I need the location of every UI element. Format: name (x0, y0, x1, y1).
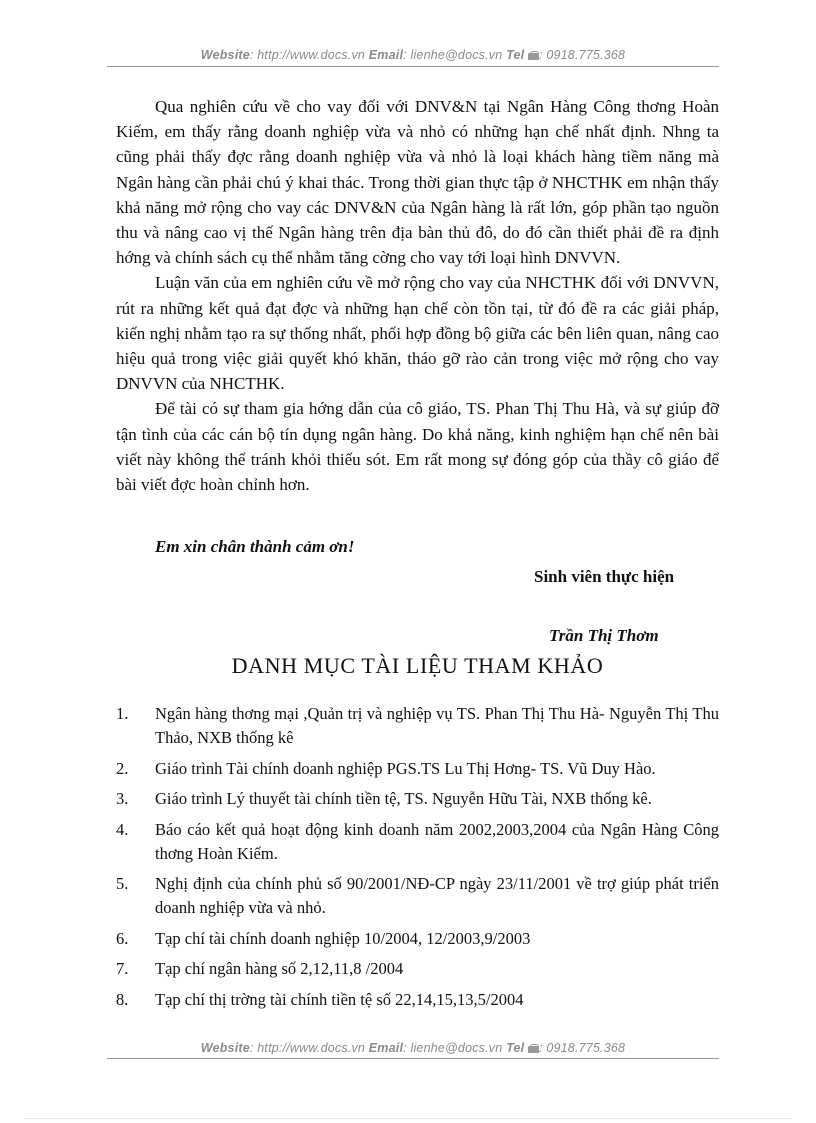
reference-text: Tạp chí thị trờng tài chính tiền tệ số 22,14,15,13,5/2004 (155, 989, 524, 1009)
email-label: Email (368, 1041, 404, 1055)
reference-number: 7. (116, 959, 129, 978)
page-bottom-dotted-line (25, 1118, 791, 1119)
paragraph-2: Luận văn của em nghiên cứu về mở rộng cho vay của NHCTHK đối với DNVVN, rút ra những kết quả đạt đợc và những hạn chế còn tồn tại, từ đó đề ra các giải pháp, kiến nghị nhằm tạo ra sự thống nhất, phối hợp đồng bộ giữa các bên liên quan, nâng cao hiệu quả trong việc giải quyết khó khăn, tháo gỡ rào cản trong việc mở rộng cho vay DNVVN của NHCTHK. (116, 273, 719, 394)
reference-item (116, 957, 719, 981)
signature-name: Trần Thị Thơm (549, 626, 659, 645)
reference-item (116, 787, 719, 811)
signature-role: Sinh viên thực hiện (534, 567, 675, 586)
email-value[interactable]: : lienhe@docs.vn (403, 1041, 503, 1055)
references-list (116, 702, 719, 1018)
footer-rule (107, 1058, 719, 1059)
reference-text: Giáo trình Lý thuyết tài chính tiền tệ, TS. Nguyễn Hữu Tài, NXB thống kê. (155, 789, 652, 808)
reference-number: 1. (116, 704, 129, 723)
body-text (116, 94, 719, 497)
tel-value: : 0918.775.368 (538, 1041, 626, 1055)
reference-number: 5. (116, 874, 129, 893)
reference-number: 3. (116, 789, 129, 808)
paragraph-1: Qua nghiên cứu về cho vay đối với DNV&N tại Ngân Hàng Công thơng Hoàn Kiếm, em thấy rằng doanh nghiệp vừa và nhỏ có những hạn chế nhất định. Nhng ta cũng phải thấy đợc rằng doanh nghiệp vừa và nhỏ là loại khách hàng tiềm năng mà Ngân hàng cần phải chú ý khai thác. Trong thời gian thực tập ở NHCTHK em nhận thấy khả năng mở rộng cho vay các DNV&N của Ngân hàng là rất lớn, góp phần tạo nguồn thu và nâng cao vị thế Ngân hàng trên địa bàn thủ đô, do đó cần thiết phải đề ra định hớng và chính sách cụ thể nhằm tăng cờng cho vay tới loại hình DNVVN. (116, 97, 719, 268)
tel-label: Tel (506, 48, 525, 62)
reference-number: 6. (116, 928, 129, 948)
reference-text: Nghị định của chính phủ số 90/2001/NĐ-CP ngày 23/11/2001 về trợ giúp phát triển doanh nghiệp vừa và nhỏ. (155, 874, 719, 917)
header-rule (107, 66, 719, 67)
reference-number: 2. (116, 758, 129, 778)
reference-text: Ngân hàng thơng mại ,Quản trị và nghiệp vụ TS. Phan Thị Thu Hà- Nguyễn Thị Thu Thảo, NXB thống kê (155, 704, 719, 747)
website-value[interactable]: : http://www.docs.vn (249, 48, 366, 62)
reference-item (116, 927, 719, 951)
email-value[interactable]: : lienhe@docs.vn (403, 48, 503, 62)
reference-text: Tạp chí tài chính doanh nghiệp 10/2004, 12/2003,9/2003 (155, 928, 531, 948)
references-title: DANH MỤC TÀI LIỆU THAM KHẢO (231, 653, 604, 678)
page-header (107, 48, 719, 62)
tel-label: Tel (506, 1041, 525, 1055)
telephone-icon (528, 1044, 539, 1053)
reference-text: Báo cáo kết quả hoạt động kinh doanh năm 2002,2003,2004 của Ngân Hàng Công thơng Hoàn Kiếm. (155, 819, 719, 863)
tel-value: : 0918.775.368 (538, 48, 626, 62)
reference-text: Tạp chí ngân hàng số 2,12,11,8 /2004 (155, 959, 404, 978)
reference-text: Giáo trình Tài chính doanh nghiệp PGS.TS Lu Thị Hơng- TS. Vũ Duy Hào. (155, 758, 656, 778)
reference-item (116, 702, 719, 750)
website-label: Website (200, 48, 250, 62)
reference-item (116, 872, 719, 920)
reference-number: 4. (116, 819, 129, 839)
website-value[interactable]: : http://www.docs.vn (249, 1041, 366, 1055)
page-footer (107, 1041, 719, 1055)
reference-item (116, 757, 719, 781)
paragraph-3: Để tài có sự tham gia hớng dẫn của cô giáo, TS. Phan Thị Thu Hà, và sự giúp đỡ tận tình của các cán bộ tín dụng ngân hàng. Do khả năng, kinh nghiệm hạn chế nên bài viết này không thể tránh khỏi thiếu sót. Em rất mong sự đóng góp của thầy cô giáo để bài viết đợc hoàn chỉnh hơn. (116, 399, 719, 495)
reference-number: 8. (116, 989, 129, 1009)
reference-item (116, 988, 719, 1012)
reference-item (116, 818, 719, 866)
website-label: Website (200, 1041, 250, 1055)
email-label: Email (368, 48, 404, 62)
closing-line: Em xin chân thành cảm ơn! (155, 537, 355, 556)
telephone-icon (528, 51, 539, 60)
